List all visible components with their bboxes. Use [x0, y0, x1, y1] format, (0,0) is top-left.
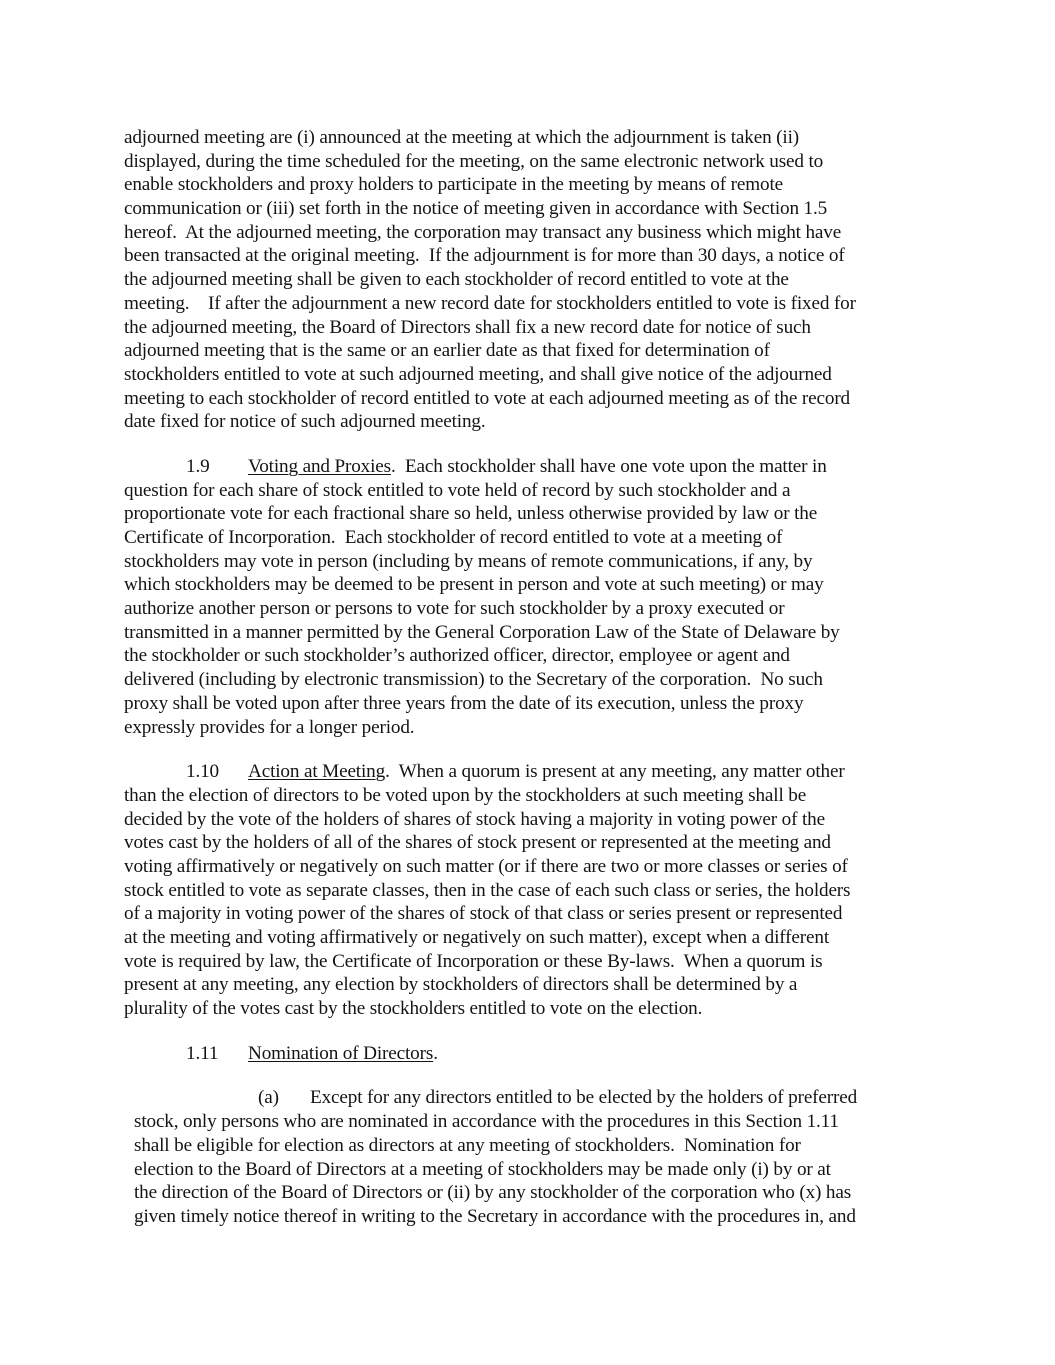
continuation-paragraph: [124, 126, 936, 434]
text-line: present at any meeting, any election by stockholders of directors shall be determined by a: [124, 974, 798, 996]
text-line: the adjourned meeting shall be given to each stockholder of record entitled to vote at the: [124, 269, 789, 291]
text-run: . Each stockholder shall have one vote upon the matter in: [391, 455, 827, 477]
text-line: authorize another person or persons to vote for such stockholder by a proxy executed or: [124, 598, 785, 620]
text-line: communication or (iii) set forth in the notice of meeting given in accordance with Section 1.5: [124, 198, 828, 220]
text-line: vote is required by law, the Certificate of Incorporation or these By-laws. When a quorum is: [124, 950, 823, 972]
text-line: decided by the vote of the holders of shares of stock having a majority in voting power of the: [124, 808, 825, 830]
text-line: stockholders may vote in person (including by means of remote communications, if any, by: [124, 550, 813, 572]
section-heading: Nomination of Directors: [248, 1042, 434, 1064]
text-line: voting affirmatively or negatively on such matter (or if there are two or more classes or series of: [124, 855, 848, 877]
text-line: delivered (including by electronic transmission) to the Secretary of the corporation. No such: [124, 669, 823, 691]
text-line: shall be eligible for election as directors at any meeting of stockholders. Nomination for: [134, 1134, 801, 1156]
document-page: [124, 126, 936, 1229]
text-line: the direction of the Board of Directors or (ii) by any stockholder of the corporation who (x) has: [134, 1182, 852, 1204]
text-line: meeting. If after the adjournment a new record date for stockholders entitled to vote is fixed for: [124, 292, 856, 314]
section-first-line: [124, 1042, 936, 1066]
text-line: date fixed for notice of such adjourned meeting.: [124, 411, 486, 433]
text-line: of a majority in voting power of the shares of stock of that class or series present or represented: [124, 903, 843, 925]
section-heading: Action at Meeting: [248, 761, 386, 783]
text-line: plurality of the votes cast by the stockholders entitled to vote on the election.: [124, 998, 703, 1020]
text-line: expressly provides for a longer period.: [124, 716, 415, 738]
text-line: adjourned meeting are (i) announced at the meeting at which the adjournment is taken (ii): [124, 127, 800, 148]
section-first-line: [124, 455, 936, 479]
text-line: adjourned meeting that is the same or an earlier date as that fixed for determination of: [124, 340, 770, 362]
section-1-10: [124, 760, 936, 1021]
text-line: stock, only persons who are nominated in accordance with the procedures in this Section 1.11: [134, 1111, 839, 1133]
text-line: hereof. At the adjourned meeting, the corporation may transact any business which might have: [124, 221, 842, 243]
text-line: which stockholders may be deemed to be present in person and vote at such meeting) or may: [124, 574, 824, 596]
text-line: stock entitled to vote as separate classes, then in the case of each such class or series, the holders: [124, 879, 851, 901]
section-number: 1.11: [186, 1042, 219, 1064]
text-line: been transacted at the original meeting. If the adjournment is for more than 30 days, a notice of: [124, 245, 845, 267]
text-line: votes cast by the holders of all of the shares of stock present or represented at the meeting and: [124, 832, 831, 854]
text-line: proportionate vote for each fractional share so held, unless otherwise provided by law or the: [124, 503, 818, 525]
text-line: enable stockholders and proxy holders to participate in the meeting by means of remote: [124, 174, 783, 196]
text-line: meeting to each stockholder of record entitled to vote at each adjourned meeting as of the record: [124, 387, 851, 409]
text-line: question for each share of stock entitled to vote held of record by such stockholder and a: [124, 479, 791, 501]
subsection-a: [134, 1086, 936, 1228]
text-line: displayed, during the time scheduled for the meeting, on the same electronic network used to: [124, 150, 824, 172]
text-line: Certificate of Incorporation. Each stockholder of record entitled to vote at a meeting of: [124, 527, 783, 548]
text-run: . When a quorum is present at any meeting, any matter other: [385, 761, 845, 783]
text-line: at the meeting and voting affirmatively or negatively on such matter), except when a different: [124, 927, 830, 948]
section-number: 1.10: [186, 761, 219, 783]
text-line: than the election of directors to be voted upon by the stockholders at such meeting shall be: [124, 784, 807, 806]
section-first-line: [124, 760, 936, 784]
section-heading: Voting and Proxies: [248, 455, 391, 477]
section-1-11: [124, 1042, 936, 1229]
subsection-first-line: [134, 1086, 936, 1110]
text-run: Except for any directors entitled to be elected by the holders of preferred: [310, 1087, 858, 1109]
text-line: transmitted in a manner permitted by the General Corporation Law of the State of Delaware by: [124, 621, 840, 643]
section-1-9: [124, 455, 936, 739]
section-number: 1.9: [186, 455, 210, 477]
text-line: the adjourned meeting, the Board of Directors shall fix a new record date for notice of such: [124, 316, 811, 338]
text-line: stockholders entitled to vote at such adjourned meeting, and shall give notice of the adjourned: [124, 363, 832, 385]
text-line: proxy shall be voted upon after three years from the date of its execution, unless the proxy: [124, 692, 804, 714]
text-line: the stockholder or such stockholder’s authorized officer, director, employee or agent and: [124, 645, 790, 667]
subsection-label: (a): [258, 1087, 279, 1109]
text-line: given timely notice thereof in writing to the Secretary in accordance with the procedures in, and: [134, 1205, 856, 1227]
text-run: .: [433, 1042, 438, 1064]
text-line: election to the Board of Directors at a meeting of stockholders may be made only (i) by or at: [134, 1158, 831, 1180]
